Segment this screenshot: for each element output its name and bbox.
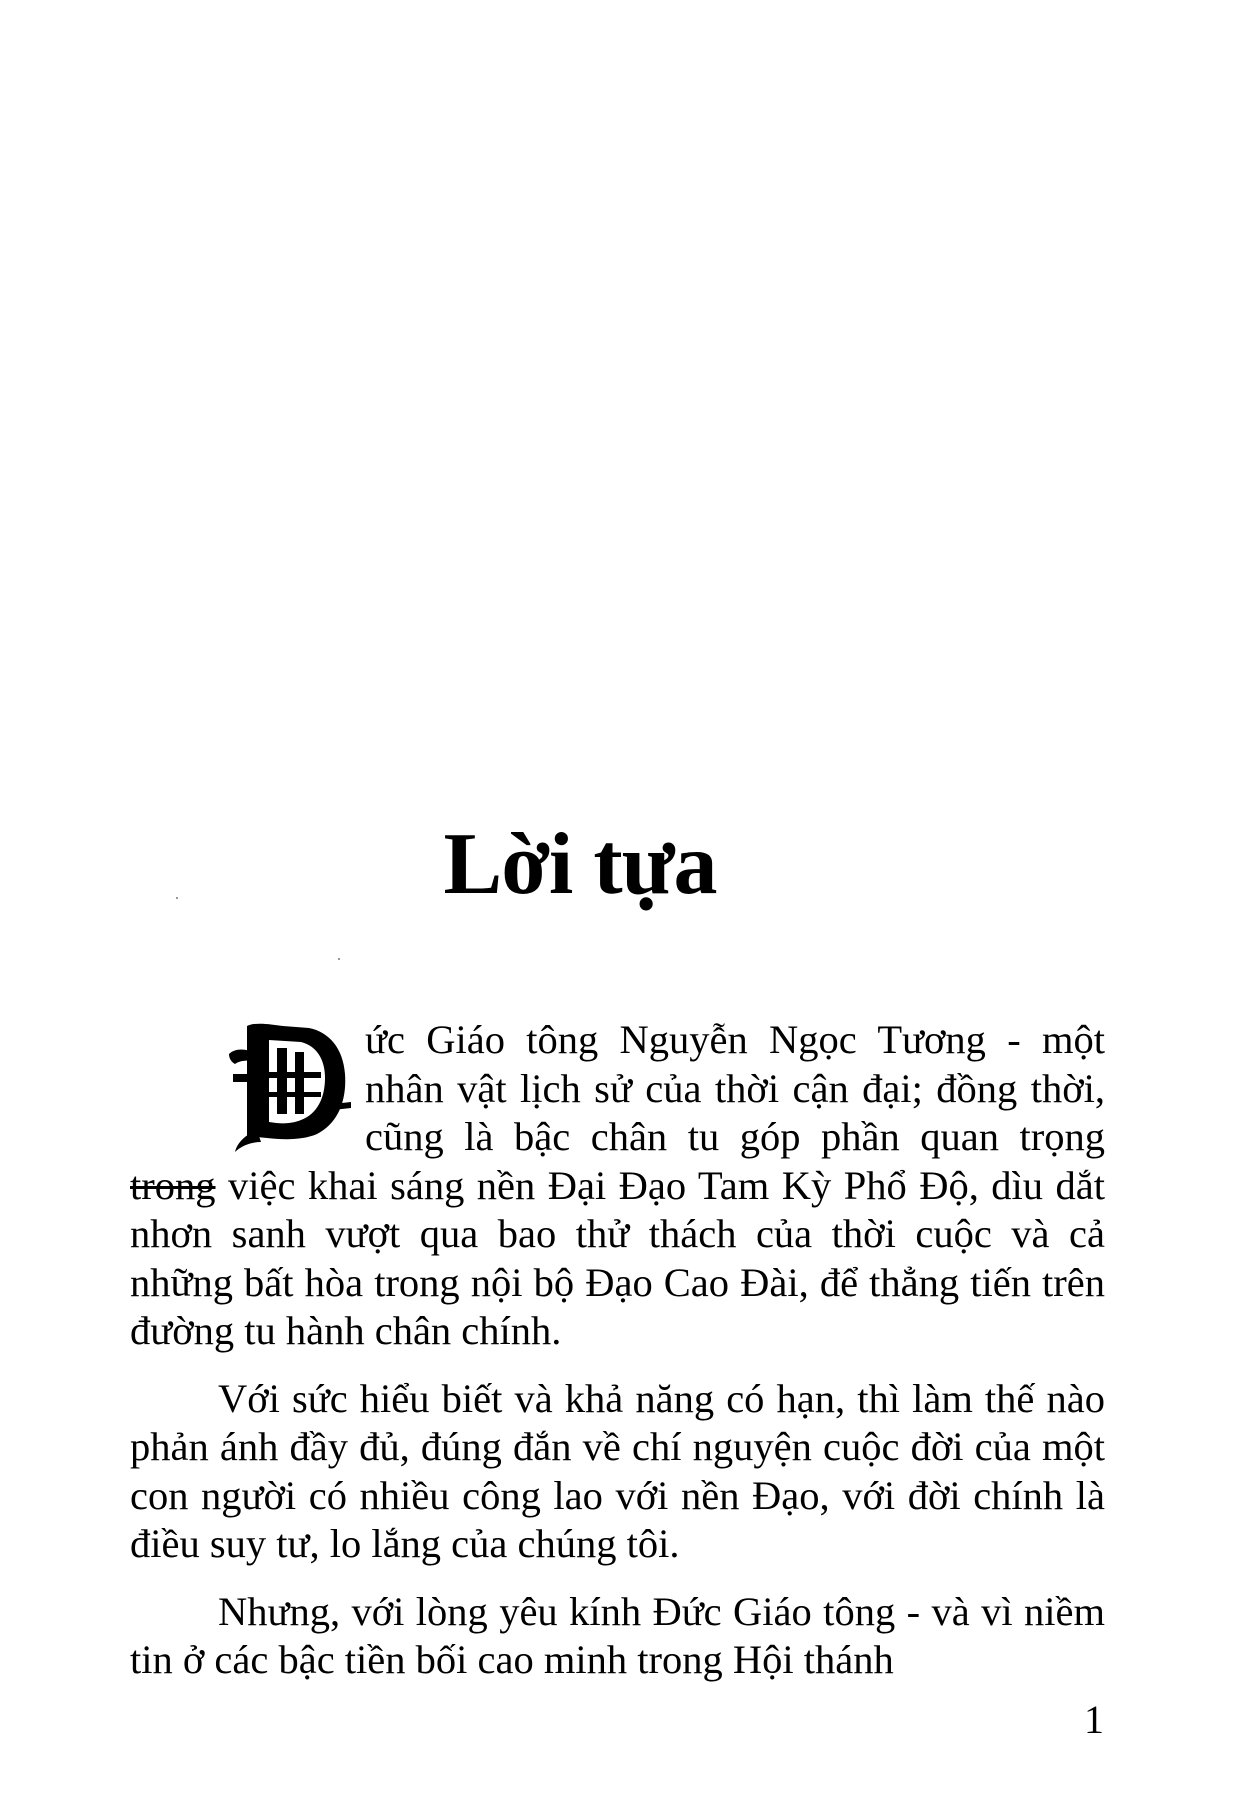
paragraph-1 (130, 1016, 1105, 1356)
page-number: 1 (1084, 1697, 1104, 1742)
paragraph-2: Với sức hiểu biết và khả năng có hạn, thì làm thế nào phản ánh đầy đủ, đúng đắn về chí nguyện cuộc đời của một con người có nhiều công lao với nền Đạo, với đời chính là điều suy tư, lo lắng của chúng tôi. (130, 1375, 1105, 1566)
chapter-title: Lời tựa (443, 816, 717, 913)
paragraph-3: Nhưng, với lòng yêu kính Đức Giáo tông - và vì niềm tin ở các bậc tiền bối cao minh trong Hội thánh (130, 1588, 1105, 1682)
scan-speck (338, 958, 340, 960)
struck-word: trong (130, 1162, 216, 1208)
paragraph-1-text: ức Giáo tông Nguyễn Ngọc Tương - một nhân vật lịch sử của thời cận đại; đồng thời, cũng là bậc chân tu góp phần quan trọng (365, 1017, 1105, 1159)
paragraph-1-continued: việc khai sáng nền Đại Đạo Tam Kỳ Phổ Độ, dìu dắt nhơn sanh vượt qua bao thử thách của thời cuộc và cả những bất hòa trong nội bộ Đạo Cao Đài, để thẳng tiến trên đường tu hành chân chính. (130, 1162, 1105, 1353)
dropcap-letter-d-icon (225, 1018, 353, 1156)
body-text (130, 1016, 1105, 1685)
